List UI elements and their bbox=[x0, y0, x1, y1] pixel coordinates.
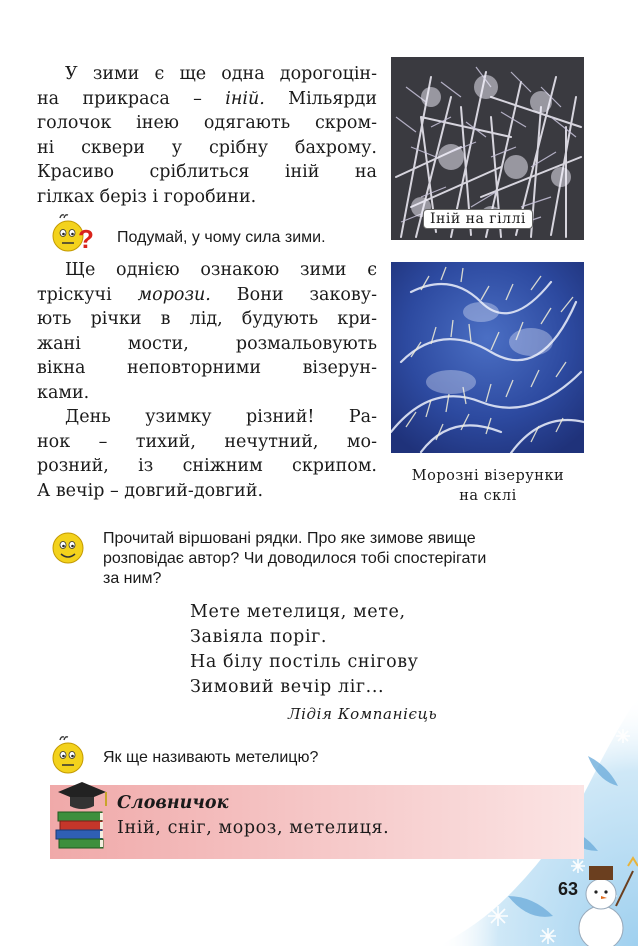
thinking-smiley-icon bbox=[48, 734, 96, 776]
text-fragment: на прикраса – bbox=[37, 88, 202, 109]
poem-author: Лідія Компанієць bbox=[288, 705, 438, 723]
poem-line: На білу постіль снігову bbox=[190, 652, 419, 672]
text-line: Ще однією ознакою зими є bbox=[65, 260, 377, 280]
photo-caption-hoarfrost: Іній на гіллі bbox=[423, 209, 533, 229]
caption-line: Морозні візерунки bbox=[411, 468, 565, 484]
task-line: розповідає автор? Чи доводилося тобі спостерігати bbox=[103, 550, 487, 567]
text-line: ні сквери у срібну бахрому. bbox=[37, 137, 377, 158]
dictionary-title: Словничок bbox=[117, 793, 229, 813]
thinking-smiley-icon bbox=[48, 527, 96, 569]
caption-line: на склі bbox=[459, 488, 517, 504]
task-read-poem bbox=[103, 529, 593, 589]
text-line: День узимку різний! Ра- bbox=[65, 407, 377, 427]
task-line: Прочитай віршовані рядки. Про яке зимове явище bbox=[103, 530, 476, 547]
books-graduation-cap-icon bbox=[50, 778, 110, 854]
text-line: нок – тихий, нечутний, мо- bbox=[37, 431, 377, 452]
term-frost: морози. bbox=[137, 284, 211, 305]
text-line: ють річки в лід, будують кри- bbox=[37, 309, 377, 329]
text-line: А вечір – довгий-довгий. bbox=[37, 480, 264, 501]
poem-line: Мете метелиця, мете, bbox=[190, 602, 406, 622]
text-line bbox=[37, 283, 377, 308]
text-line: Красиво сріблиться іній на bbox=[37, 162, 377, 182]
text-line: розний, із сніжним скрипом. bbox=[37, 456, 377, 476]
paragraph-hoarfrost bbox=[37, 62, 377, 209]
text-line: жані мости, розмальовують bbox=[37, 333, 377, 354]
task-line: за ним? bbox=[103, 570, 162, 587]
paragraph-frost bbox=[37, 258, 377, 503]
poem-line: Зимовий вечір ліг... bbox=[190, 677, 385, 697]
task-blizzard-names: Як ще називають метелицю? bbox=[103, 749, 319, 766]
photo-frost-patterns bbox=[391, 262, 584, 453]
text-line: вікна неповторними візерун- bbox=[37, 358, 377, 378]
poem bbox=[190, 600, 419, 700]
text-fragment: Мільярди bbox=[288, 88, 377, 109]
text-fragment: тріскучі bbox=[37, 284, 112, 305]
text-line: гілках беріз і горобини. bbox=[37, 186, 257, 207]
dictionary-words: Іній, сніг, мороз, метелиця. bbox=[117, 818, 390, 838]
term-hoarfrost: іній. bbox=[225, 88, 265, 109]
photo-caption-frost bbox=[393, 466, 583, 506]
text-fragment: Вони закову- bbox=[236, 284, 377, 305]
frost-pattern-image bbox=[391, 262, 584, 453]
page-number: 63 bbox=[558, 879, 579, 899]
svg-text:?: ? bbox=[78, 224, 94, 254]
text-line: ками. bbox=[37, 382, 90, 403]
text-line: У зими є ще одна дорогоцін- bbox=[65, 64, 377, 84]
thinking-smiley-icon bbox=[48, 212, 96, 254]
task-think: Подумай, у чому сила зими. bbox=[117, 229, 326, 246]
poem-line: Завіяла поріг. bbox=[190, 627, 328, 647]
text-line bbox=[37, 87, 377, 112]
text-line: голочок інею одягають скром- bbox=[37, 113, 377, 133]
